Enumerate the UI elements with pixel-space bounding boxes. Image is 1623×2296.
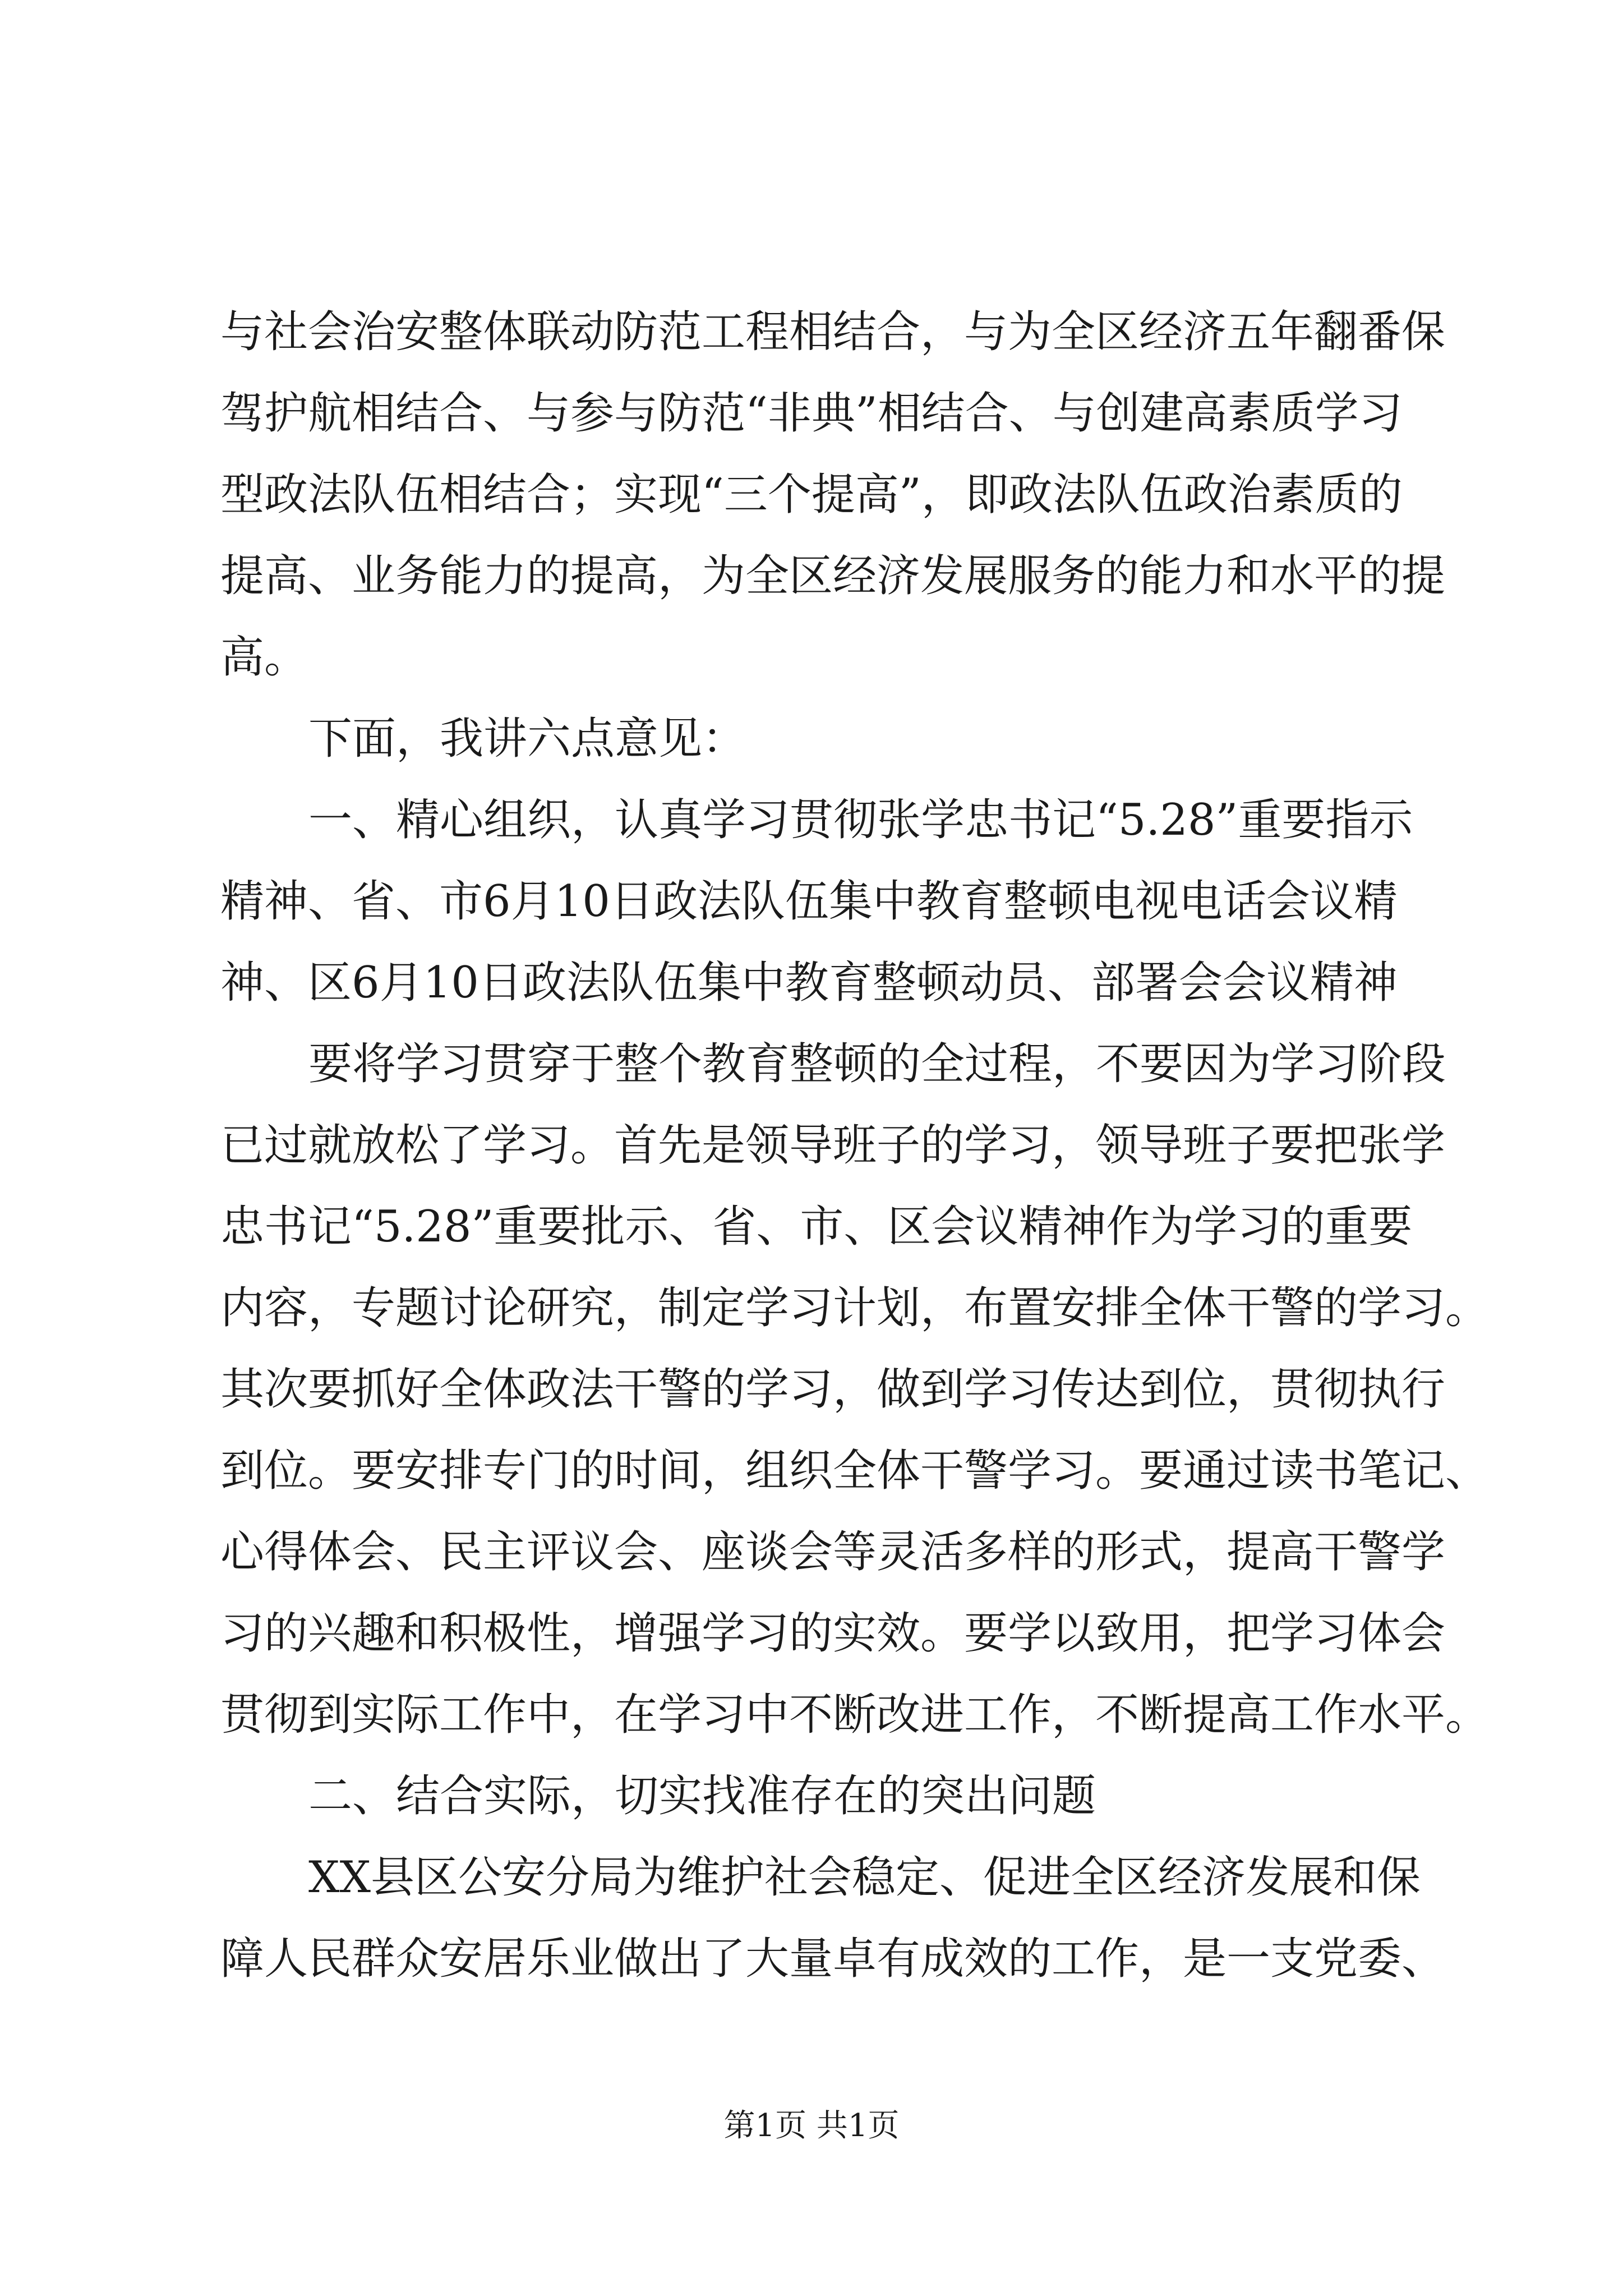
page-footer: 第1页 共1页: [723, 2108, 900, 2144]
text-line: 驾护航相结合、与参与防范“非典”相结合、与创建高素质学习: [220, 388, 1403, 439]
text-line: 到位。要安排专门的时间，组织全体干警学习。要通过读书笔记、: [220, 1446, 1490, 1496]
section-heading: 二、结合实际，切实找准存在的突出问题: [308, 1771, 1096, 1821]
text-line: 下面，我讲六点意见：: [308, 714, 746, 764]
text-line: 其次要抓好全体政法干警的学习，做到学习传达到位，贯彻执行: [220, 1364, 1446, 1415]
text-line: 忠书记“5.28”重要批示、省、市、区会议精神作为学习的重要: [220, 1202, 1413, 1252]
text-line: 精神、省、市6月10日政法队伍集中教育整顿电视电话会议精: [220, 876, 1398, 927]
text-line: 与社会治安整体联动防范工程相结合，与为全区经济五年翻番保: [220, 307, 1446, 357]
body-text: [220, 292, 1490, 2000]
text-line: 神、区6月10日政法队伍集中教育整顿动员、部署会会议精神: [220, 958, 1398, 1008]
text-line: 习的兴趣和积极性，增强学习的实效。要学以致用，把学习体会: [220, 1608, 1446, 1659]
section-heading: 一、精心组织，认真学习贯彻张学忠书记“5.28”重要指示: [308, 795, 1413, 845]
text-line: 要将学习贯穿于整个教育整顿的全过程，不要因为学习阶段: [308, 1039, 1446, 1089]
text-line: 提高、业务能力的提高，为全区经济发展服务的能力和水平的提: [220, 551, 1446, 601]
text-line: 贯彻到实际工作中，在学习中不断改进工作，不断提高工作水平。: [220, 1690, 1490, 1740]
text-line: 障人民群众安居乐业做出了大量卓有成效的工作，是一支党委、: [220, 1934, 1446, 1984]
text-line: 已过就放松了学习。首先是领导班子的学习，领导班子要把张学: [220, 1120, 1446, 1171]
text-line: 型政法队伍相结合；实现“三个提高”，即政法队伍政治素质的: [220, 470, 1403, 520]
text-line: 高。: [220, 632, 308, 683]
text-line: 内容，专题讨论研究，制定学习计划，布置安排全体干警的学习。: [220, 1283, 1490, 1333]
text-line: XX县区公安分局为维护社会稳定、促进全区经济发展和保: [308, 1852, 1421, 1903]
text-line: 心得体会、民主评议会、座谈会等灵活多样的形式，提高干警学: [220, 1527, 1446, 1577]
